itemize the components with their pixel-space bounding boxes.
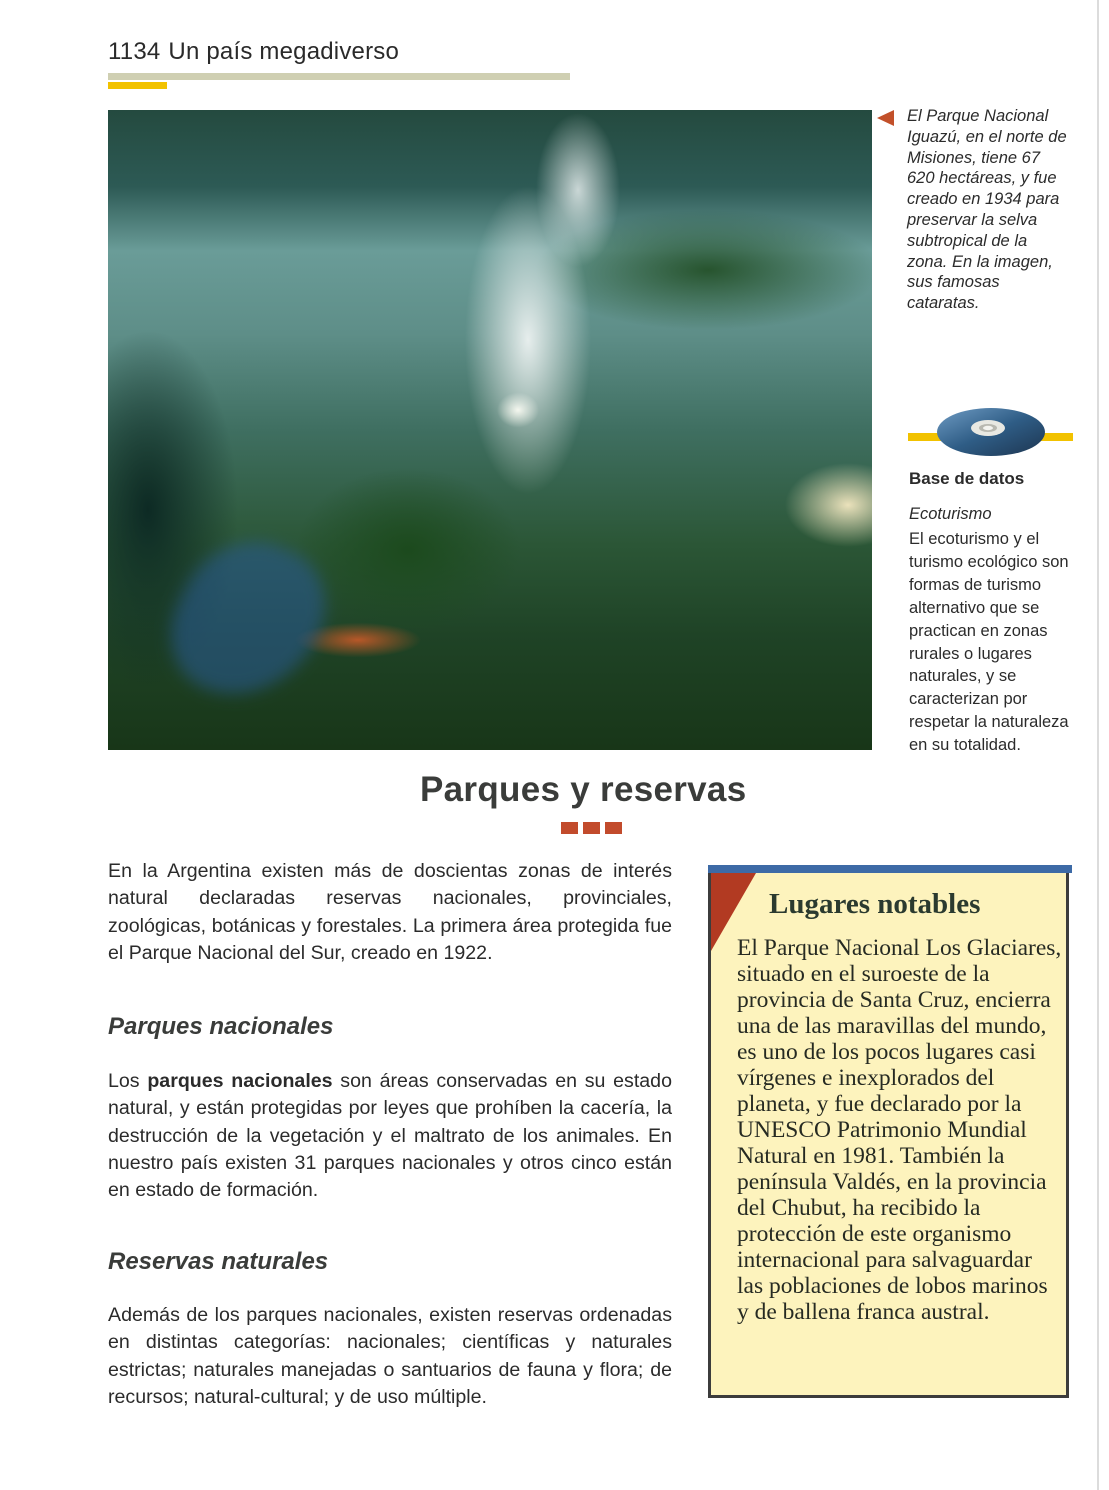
intro-paragraph: En la Argentina existen más de doscientas zonas de interés natural declaradas reservas nacionales, provinciales, zoológicas, botánicas y forestales. La primera área protegida fue el Parque Nacional del Sur, creado en 1922. [108,860,672,964]
decor-square [605,822,622,834]
header-accent-bar [108,82,167,89]
heading-reservas-naturales: Reservas naturales [108,1248,329,1275]
photo-river-detail [151,518,346,722]
left-triangle-arrow-icon [877,110,894,126]
photo-caption: El Parque Nacional Iguazú, en el norte de Misiones, tiene 67 620 hectáreas, y fue creado en 1934 para preservar la selva subtropical de la zona. En la imagen, sus famosas cataratas. [907,107,1067,313]
header-rule [108,73,570,80]
paragraph-text: Los [108,1070,148,1092]
heading-parques-nacionales: Parques nacionales [108,1013,334,1040]
bold-term: parques nacionales [147,1070,333,1092]
scan-edge-line [1097,0,1099,1490]
paragraph-text: son áreas conservadas en su estado natural, y están protegidas por leyes que prohíben la cacería, la destrucción de la vegetación y el maltrato de los animales. En nuestro país existen 31 parques nacionales y otros cinco están en estado de formación. [108,1070,672,1202]
cd-disc-icon [936,402,1046,462]
decor-square [561,822,578,834]
box-top-bar [708,865,1072,873]
running-header [108,38,399,66]
database-title: Base de datos [909,469,1025,488]
decor-square [583,822,600,834]
box-title: Lugares notables [769,888,981,920]
page-title: Parques y reservas [420,770,747,809]
database-text: El ecoturismo y el turismo ecológico son formas de turismo alternativo que se practican en zonas rurales o lugares naturales, y se caracterizan por respetar la naturaleza en su totalidad. [909,530,1069,755]
running-title: Un país megadiverso [168,38,400,65]
lugares-notables-box [708,865,1069,1398]
database-subtitle: Ecoturismo [909,505,992,523]
iguazu-falls-photo [108,110,872,750]
reservas-naturales-paragraph: Además de los parques nacionales, existen reservas ordenadas en distintas categorías: nacionales; científicas y naturales estrictas; naturales manejadas o santuarios de fauna y flora; de recursos; natural-cultural; y de uso múltiple. [108,1304,672,1408]
page-number: 1134 [108,38,161,65]
parques-nacionales-paragraph [108,1068,672,1204]
box-text: El Parque Nacional Los Glaciares, situado en el suroeste de la provincia de Santa Cruz, encierra una de las maravillas del mundo, es uno de los pocos lugares casi vírgenes e inexplorados del planeta, y fue declarado por la UNESCO Patrimonio Mundial Natural en 1981. También la península Valdés, en la provincia del Chubut, ha recibido la protección de este organismo internacional para salvaguardar las poblaciones de lobos marinos y de ballena franca austral. [737,935,1062,1325]
title-decoration [561,822,622,834]
